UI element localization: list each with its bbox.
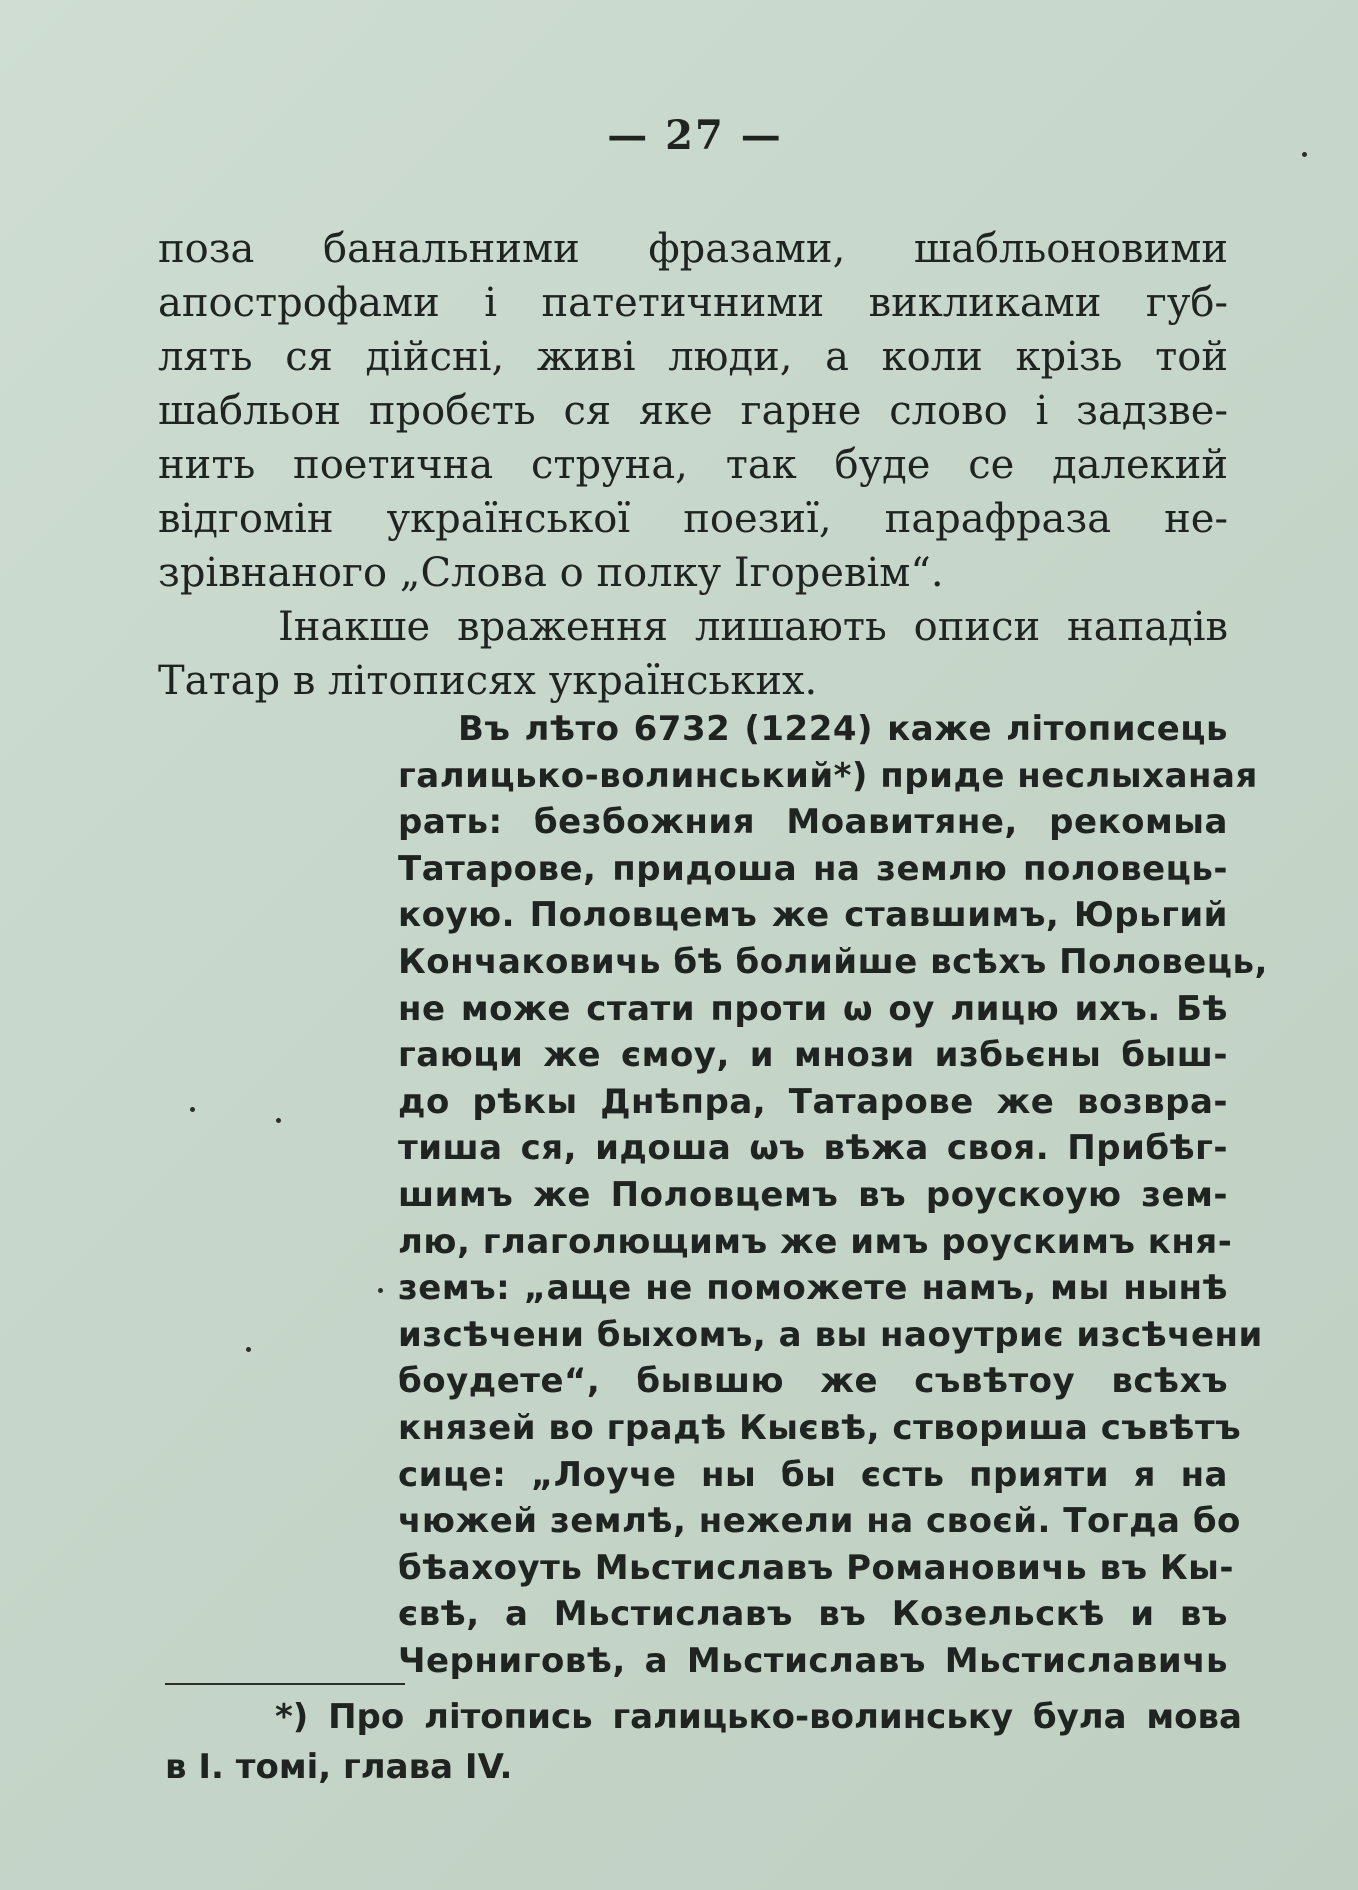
quote-line: коую. Половцемъ же ставшимъ, Юрьгий bbox=[398, 895, 1228, 936]
footnote bbox=[165, 1692, 1242, 1792]
quote-line: Татарове, придоша на землю половець- bbox=[398, 848, 1228, 889]
quote-line: шимъ же Половцемъ въ роускоую зем- bbox=[398, 1174, 1228, 1215]
body-line: апострофами і патетичними викликами губ- bbox=[158, 280, 1228, 326]
footnote-line: *) Про літопись галицько-волинську була мова bbox=[275, 1697, 1242, 1737]
body-line: Інакше враження лишають описи нападів bbox=[278, 604, 1228, 650]
quote-line: изсѣчени быхомъ, а вы наоутриє изсѣчени bbox=[398, 1314, 1263, 1355]
footnote-line: в І. томі, глава IV. bbox=[165, 1747, 513, 1787]
quote-line: не може стати проти ѡ оу лицю ихъ. Бѣ bbox=[398, 988, 1228, 1029]
quote-line: земъ: „аще не поможете намъ, мы нынѣ bbox=[398, 1268, 1228, 1309]
quote-line: боудете“, бывшю же съвѣтоу всѣхъ bbox=[398, 1361, 1228, 1402]
body-line: відгомін української поезиї, парафраза не- bbox=[158, 496, 1228, 542]
quote-line: галицько-волинський*) приде неслыханая bbox=[398, 755, 1258, 796]
quote-line: бѣахоуть Мьстиславъ Романовичь въ Кы- bbox=[398, 1547, 1235, 1588]
body-line: нить поетична струна, так буде се далекий bbox=[158, 442, 1228, 488]
quote-line: тиша ся, идоша ѡъ вѣжа своя. Прибѣг- bbox=[398, 1128, 1228, 1169]
quote-line: князей во градѣ Кыєвѣ, створиша съвѣтъ bbox=[398, 1407, 1242, 1448]
ink-speck bbox=[246, 1347, 251, 1352]
body-line: лять ся дійсні, живі люди, а коли крізь той bbox=[158, 334, 1228, 380]
quote-line: гаюци же ємоу, и мнози избьєны быш- bbox=[398, 1035, 1228, 1076]
quote-line: Кончаковичь бѣ болийше всѣхъ Половець, bbox=[398, 941, 1268, 982]
chronicle-quote bbox=[398, 706, 1268, 1684]
ink-speck bbox=[378, 1288, 383, 1293]
body-line: шабльон пробєть ся яке гарне слово і задзве- bbox=[158, 388, 1228, 434]
body-line: поза банальними фразами, шабльоновими bbox=[158, 226, 1228, 272]
quote-line: до рѣкы Днѣпра, Татарове же возвра- bbox=[398, 1081, 1228, 1122]
quote-line: Въ лѣто 6732 (1224) каже літописець bbox=[458, 709, 1228, 749]
body-line: зрівнаного „Слова о полку Ігоревім“. bbox=[158, 550, 944, 596]
quote-line: євѣ, а Мьстиславъ въ Козельскѣ и въ bbox=[398, 1594, 1228, 1635]
page-number: — 27 — bbox=[607, 112, 783, 159]
footnote-rule bbox=[165, 1683, 405, 1685]
quote-line: Черниговѣ, а Мьстиславъ Мьстиславичь bbox=[398, 1640, 1228, 1681]
ink-speck bbox=[276, 1118, 281, 1123]
ink-speck bbox=[1302, 152, 1307, 157]
body-line: Татар в літописях українських. bbox=[158, 658, 818, 704]
quote-line: сице: „Лоуче ны бы єсть прияти я на bbox=[398, 1454, 1228, 1495]
quote-line: лю, глаголющимъ же имъ роускимъ кня- bbox=[398, 1221, 1233, 1262]
quote-line: чюжей землѣ, нежели на своєй. Тогда бо bbox=[398, 1501, 1241, 1542]
ink-speck bbox=[190, 1107, 195, 1112]
quote-line: рать: безбожния Моавитяне, рекомыа bbox=[398, 802, 1228, 843]
body-text bbox=[158, 222, 1228, 708]
